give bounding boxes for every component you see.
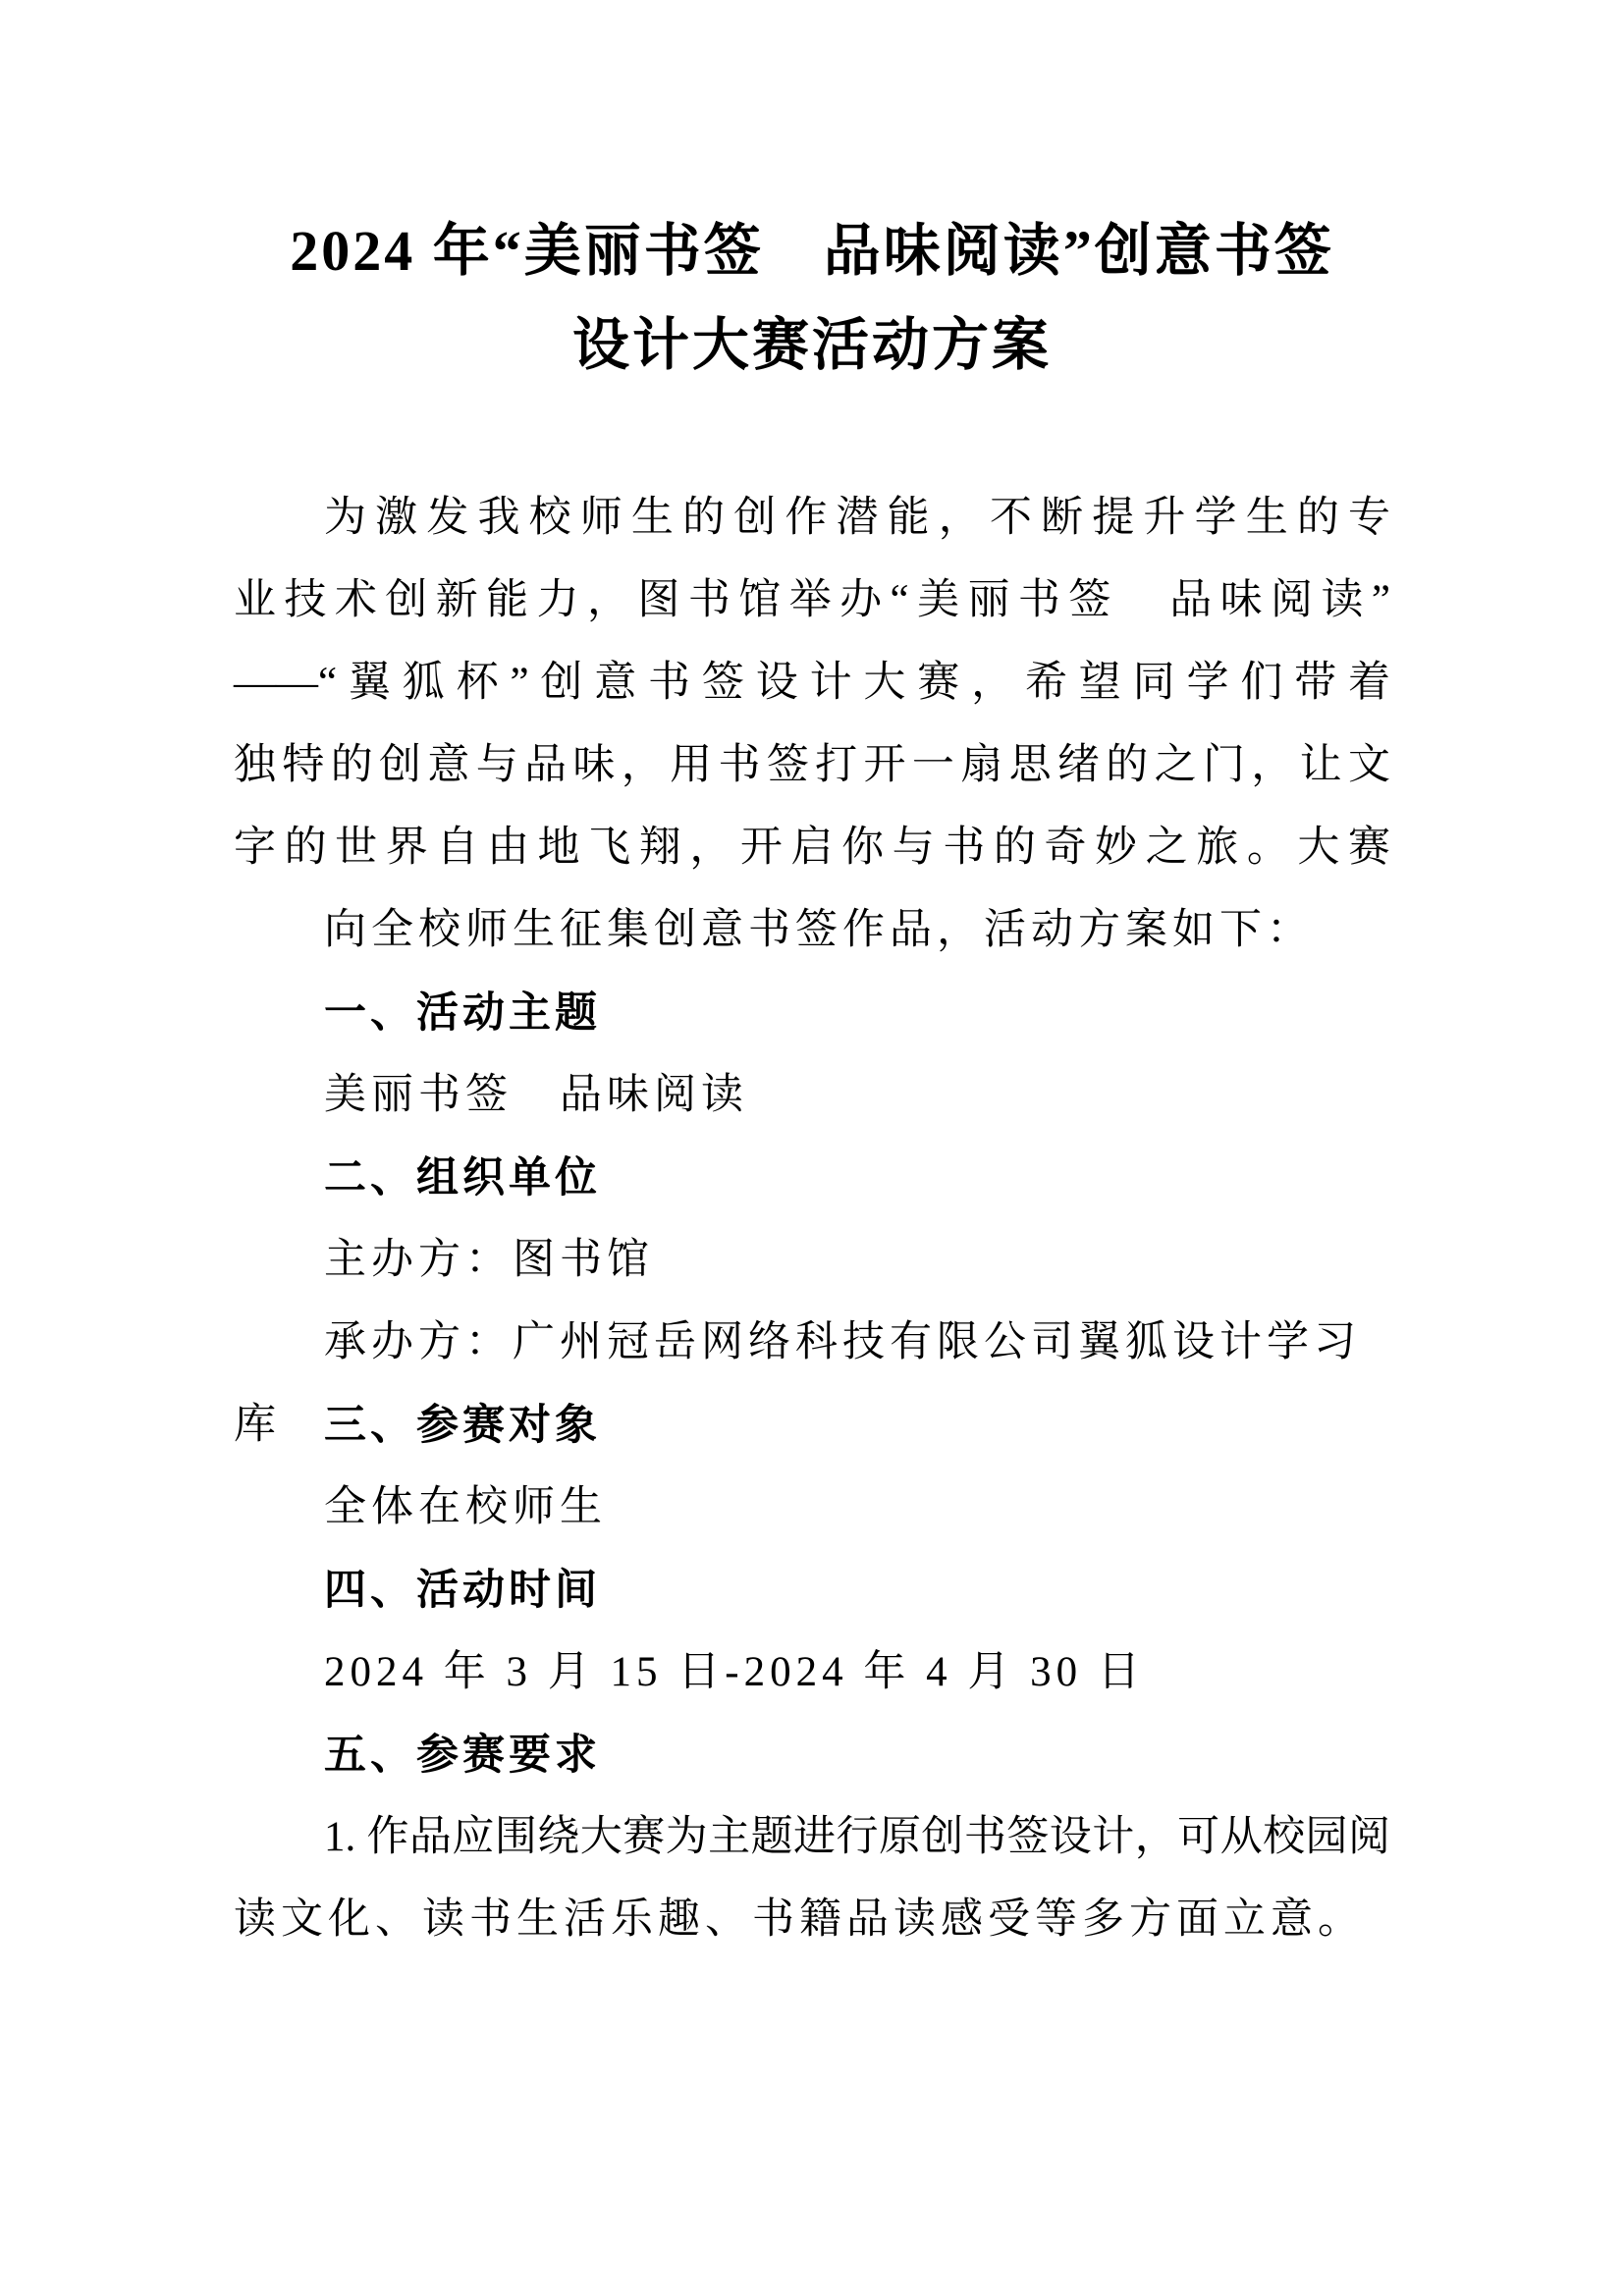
title-line-1: 2024 年“美丽书签 品味阅读”创意书签 bbox=[290, 219, 1334, 283]
organizer-host-line: 主办方：图书馆 bbox=[324, 1237, 654, 1283]
intro-line-2: 业技术创新能力，图书馆举办“美丽书签 品味阅读” bbox=[234, 577, 1390, 623]
section-heading-participants: 三、参赛对象 bbox=[324, 1402, 601, 1449]
section-heading-organizers: 二、组织单位 bbox=[324, 1154, 601, 1201]
requirement-line-1: 1. 作品应围绕大赛为主题进行原创书签设计，可从校园阅 bbox=[324, 1814, 1390, 1860]
intro-line-5: 字的世界自由地飞翔，开启你与书的奇妙之旅。大赛 bbox=[234, 825, 1390, 871]
section-theme-body: 美丽书签 品味阅读 bbox=[324, 1072, 748, 1118]
requirement-line-2: 读文化、读书生活乐趣、书籍品读感受等多方面立意。 bbox=[234, 1896, 1365, 1943]
intro-line-6: 向全校师生征集创意书签作品，活动方案如下： bbox=[324, 907, 1314, 953]
intro-line-4: 独特的创意与品味，用书签打开一扇思绪的之门，让文 bbox=[234, 742, 1390, 788]
section-heading-requirements: 五、参赛要求 bbox=[324, 1732, 601, 1779]
organizer-undertaker-line: 承办方：广州冠岳网络科技有限公司翼狐设计学习库 bbox=[234, 1319, 1361, 1448]
schedule-dates-line: 2024 年 3 月 15 日-2024 年 4 月 30 日 bbox=[324, 1649, 1145, 1695]
section-heading-schedule: 四、活动时间 bbox=[324, 1567, 601, 1614]
section-heading-theme: 一、活动主题 bbox=[324, 989, 601, 1037]
participants-body-line: 全体在校师生 bbox=[324, 1484, 607, 1530]
document-title bbox=[234, 204, 1390, 393]
intro-line-1: 为激发我校师生的创作潜能，不断提升学生的专 bbox=[324, 495, 1390, 541]
title-line-2: 设计大赛活动方案 bbox=[571, 313, 1052, 377]
document-body bbox=[234, 477, 1390, 1961]
intro-line-3: ——“翼狐杯”创意书签设计大赛，希望同学们带着 bbox=[234, 660, 1390, 706]
